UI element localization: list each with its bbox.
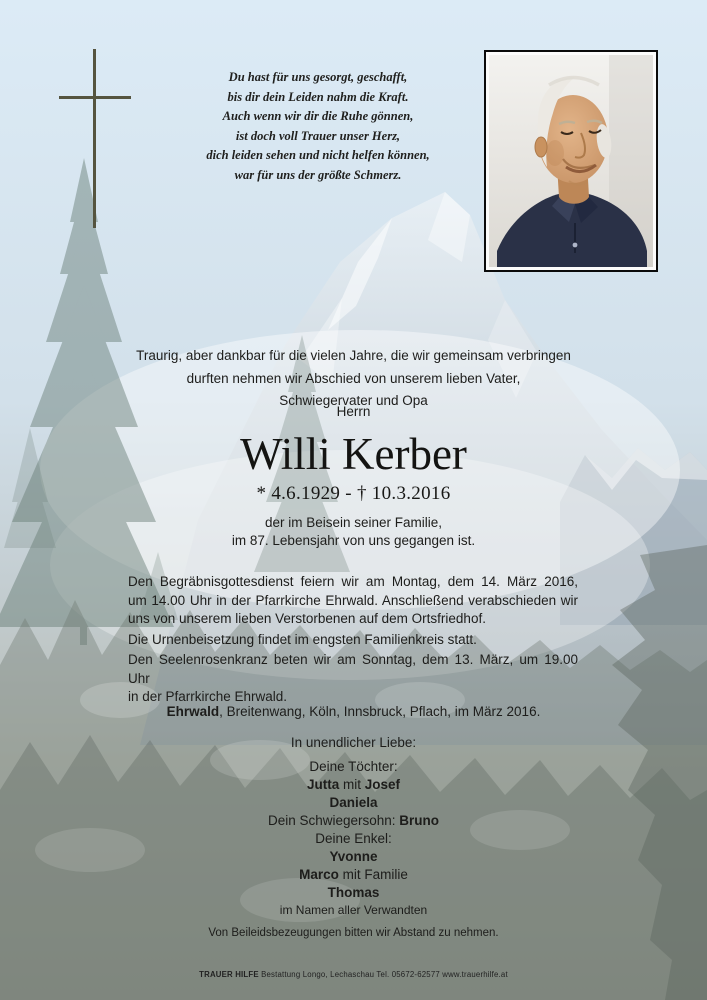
poem-line: war für uns der größte Schmerz. — [234, 167, 402, 182]
elderly-man-portrait-illustration — [489, 55, 653, 267]
family-text: mit — [339, 777, 365, 792]
intro-line: durften nehmen wir Abschied von unserem lieben Vater, — [186, 370, 521, 386]
deceased-name: Willi Kerber — [240, 429, 467, 479]
place-rest: , Breitenwang, Köln, Innsbruck, Pflach, im März 2016. — [219, 704, 541, 719]
announcement-line: in der Pfarrkirche Ehrwald. — [128, 689, 288, 704]
rosary-announcement — [128, 651, 578, 707]
family-name: Bruno — [399, 813, 440, 828]
urn-announcement — [128, 631, 578, 650]
passing-line: im 87. Lebensjahr von uns gegangen ist. — [231, 533, 476, 548]
family-line — [0, 758, 707, 776]
family-name: Josef — [364, 777, 401, 792]
funeral-home-details: Bestattung Longo, Lechaschau Tel. 05672-62577 www.trauerhilfe.at — [258, 970, 508, 979]
announcement-line: uns von unserem lieben Verstorbenen auf dem Ortsfriedhof. — [128, 611, 486, 626]
poem-line: Du hast für uns gesorgt, geschafft, — [228, 70, 408, 84]
life-dates: * 4.6.1929 - † 10.3.2016 — [256, 483, 451, 504]
poem-line: ist doch voll Trauer unser Herz, — [235, 128, 401, 143]
intro-line: Traurig, aber dankbar für die vielen Jahre, die wir gemeinsam verbringen — [136, 348, 571, 363]
family-text: Deine Töchter: — [309, 759, 398, 774]
announcement-line: Den Seelenrosenkranz beten wir am Sonntag, dem 13. März, um 19.00 Uhr — [128, 652, 578, 686]
family-line — [0, 830, 707, 848]
funeral-home-name: TRAUER HILFE — [199, 970, 259, 979]
poem-line: Auch wenn wir dir die Ruhe gönnen, — [222, 109, 414, 123]
family-line — [0, 884, 707, 902]
announcement-line: Die Urnenbeisetzung findet im engsten Familienkreis statt. — [128, 632, 477, 647]
relatives-note: im Namen aller Verwandten — [279, 903, 428, 917]
family-list — [0, 758, 707, 902]
intro-line: Schwiegervater und Opa — [279, 393, 428, 408]
family-name: Yvonne — [329, 849, 378, 864]
passing-line: der im Beisein seiner Familie, — [264, 515, 443, 530]
portrait-photo — [484, 50, 658, 272]
salutation: Herrn — [336, 404, 371, 419]
announcement-line: um 14.00 Uhr in der Pfarrkirche Ehrwald. Anschließend verabschieden wir — [128, 592, 578, 608]
memorial-poem — [168, 68, 468, 185]
family-line — [0, 848, 707, 866]
intro-text — [0, 345, 707, 413]
family-text: mit Familie — [338, 867, 408, 882]
family-line — [0, 776, 707, 794]
announcement-line: Den Begräbnisgottesdienst feiern wir am Montag, dem 14. März 2016, — [128, 574, 578, 589]
family-name: Daniela — [329, 795, 378, 810]
family-name: Jutta — [306, 777, 340, 792]
family-line — [0, 812, 707, 830]
poem-line: bis dir dein Leiden nahm die Kraft. — [227, 89, 409, 104]
cross-vertical-bar — [93, 49, 96, 228]
family-line — [0, 794, 707, 812]
family-line — [0, 866, 707, 884]
love-line: In unendlicher Liebe: — [290, 735, 417, 750]
funeral-home-footer — [0, 970, 707, 979]
family-name: Thomas — [327, 885, 380, 900]
passing-text — [0, 514, 707, 550]
condolence-note: Von Beileidsbezeugungen bitten wir Abstand zu nehmen. — [208, 927, 499, 939]
poem-line: dich leiden sehen und nicht helfen können, — [206, 148, 430, 162]
family-text: Deine Enkel: — [315, 831, 392, 846]
place-date-line — [0, 704, 707, 719]
family-name: Marco — [299, 867, 339, 882]
cross-horizontal-bar — [59, 96, 131, 99]
family-text: Dein Schwiegersohn: — [267, 813, 400, 828]
funeral-announcement — [128, 573, 578, 629]
place-name: Ehrwald — [166, 704, 220, 719]
